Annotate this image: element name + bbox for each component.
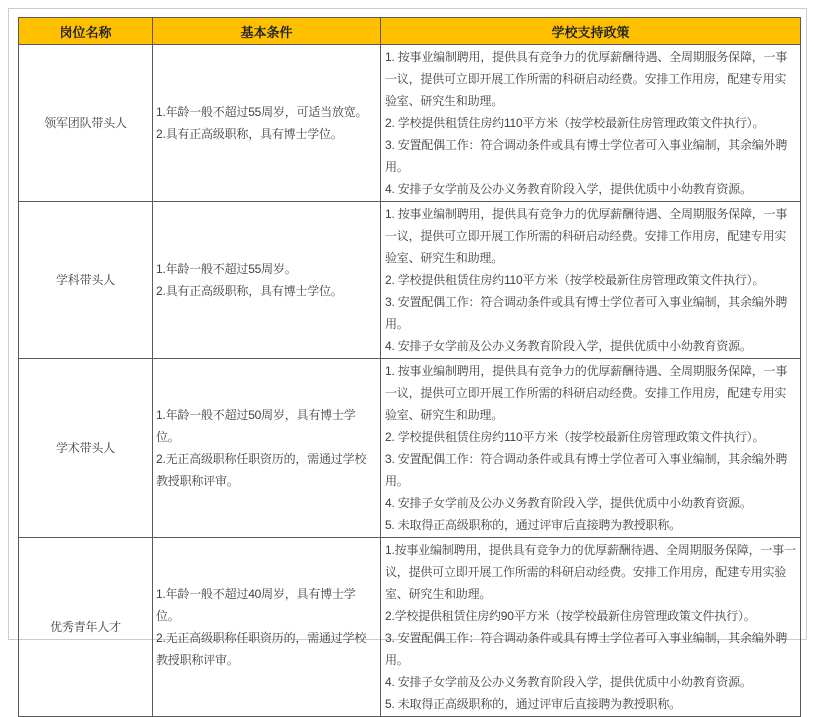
position-name-cell: 优秀青年人才 bbox=[19, 538, 153, 717]
support-policy-cell bbox=[381, 202, 801, 359]
position-name-cell: 学科带头人 bbox=[19, 202, 153, 359]
policy-item: 4. 安排子女学前及公办义务教育阶段入学，提供优质中小幼教育资源。 bbox=[385, 496, 752, 510]
recruitment-table bbox=[18, 17, 801, 717]
basic-conditions-cell bbox=[153, 202, 381, 359]
policy-item: 1.按事业编制聘用，提供具有竞争力的优厚薪酬待遇、全周期服务保障，一事一议，提供可立即开展工作所需的科研启动经费。安排工作用房，配建专用实验室、研究生和助理。 bbox=[385, 543, 796, 601]
policy-item: 4. 安排子女学前及公办义务教育阶段入学，提供优质中小幼教育资源。 bbox=[385, 675, 752, 689]
table-row bbox=[19, 202, 801, 359]
policy-item: 3. 安置配偶工作：符合调动条件或具有博士学位者可入事业编制，其余编外聘用。 bbox=[385, 452, 788, 488]
table-row bbox=[19, 359, 801, 538]
table-header bbox=[19, 18, 801, 45]
condition-item: 1.年龄一般不超过55周岁。 bbox=[156, 262, 297, 276]
table-row bbox=[19, 538, 801, 717]
header-school-support-policy: 学校支持政策 bbox=[381, 18, 801, 45]
header-basic-conditions: 基本条件 bbox=[153, 18, 381, 45]
header-position-name: 岗位名称 bbox=[19, 18, 153, 45]
policy-item: 4. 安排子女学前及公办义务教育阶段入学，提供优质中小幼教育资源。 bbox=[385, 339, 752, 353]
condition-item: 2.无正高级职称任职资历的，需通过学校教授职称评审。 bbox=[156, 452, 367, 488]
policy-item: 2.学校提供租赁住房约90平方米（按学校最新住房管理政策文件执行）。 bbox=[385, 609, 756, 623]
basic-conditions-cell bbox=[153, 359, 381, 538]
condition-item: 2.无正高级职称任职资历的，需通过学校教授职称评审。 bbox=[156, 631, 367, 667]
basic-conditions-cell bbox=[153, 45, 381, 202]
table-body bbox=[19, 45, 801, 717]
policy-item: 5. 未取得正高级职称的，通过评审后直接聘为教授职称。 bbox=[385, 697, 681, 711]
policy-item: 2. 学校提供租赁住房约110平方米（按学校最新住房管理政策文件执行）。 bbox=[385, 430, 765, 444]
policy-item: 2. 学校提供租赁住房约110平方米（按学校最新住房管理政策文件执行）。 bbox=[385, 273, 765, 287]
table-row bbox=[19, 45, 801, 202]
policy-item: 3. 安置配偶工作：符合调动条件或具有博士学位者可入事业编制，其余编外聘用。 bbox=[385, 631, 788, 667]
condition-item: 2.具有正高级职称，具有博士学位。 bbox=[156, 284, 343, 298]
policy-item: 4. 安排子女学前及公办义务教育阶段入学，提供优质中小幼教育资源。 bbox=[385, 182, 752, 196]
support-policy-cell bbox=[381, 538, 801, 717]
policy-item: 1. 按事业编制聘用，提供具有竞争力的优厚薪酬待遇、全周期服务保障，一事一议，提供可立即开展工作所需的科研启动经费。安排工作用房，配建专用实验室、研究生和助理。 bbox=[385, 364, 788, 422]
condition-item: 1.年龄一般不超过50周岁，具有博士学位。 bbox=[156, 408, 356, 444]
policy-item: 5. 未取得正高级职称的，通过评审后直接聘为教授职称。 bbox=[385, 518, 681, 532]
policy-item: 2. 学校提供租赁住房约110平方米（按学校最新住房管理政策文件执行）。 bbox=[385, 116, 765, 130]
header-row bbox=[19, 18, 801, 45]
condition-item: 1.年龄一般不超过55周岁，可适当放宽。 bbox=[156, 105, 368, 119]
page-frame bbox=[8, 8, 807, 711]
support-policy-cell bbox=[381, 359, 801, 538]
policy-item: 3. 安置配偶工作：符合调动条件或具有博士学位者可入事业编制，其余编外聘用。 bbox=[385, 295, 788, 331]
basic-conditions-cell bbox=[153, 538, 381, 717]
policy-item: 3. 安置配偶工作：符合调动条件或具有博士学位者可入事业编制，其余编外聘用。 bbox=[385, 138, 788, 174]
condition-item: 1.年龄一般不超过40周岁，具有博士学位。 bbox=[156, 587, 356, 623]
policy-item: 1. 按事业编制聘用，提供具有竞争力的优厚薪酬待遇、全周期服务保障，一事一议，提供可立即开展工作所需的科研启动经费。安排工作用房，配建专用实验室、研究生和助理。 bbox=[385, 50, 788, 108]
position-name-cell: 领军团队带头人 bbox=[19, 45, 153, 202]
policy-item: 1. 按事业编制聘用，提供具有竞争力的优厚薪酬待遇、全周期服务保障，一事一议，提供可立即开展工作所需的科研启动经费。安排工作用房，配建专用实验室、研究生和助理。 bbox=[385, 207, 788, 265]
condition-item: 2.具有正高级职称，具有博士学位。 bbox=[156, 127, 343, 141]
position-name-cell: 学术带头人 bbox=[19, 359, 153, 538]
support-policy-cell bbox=[381, 45, 801, 202]
